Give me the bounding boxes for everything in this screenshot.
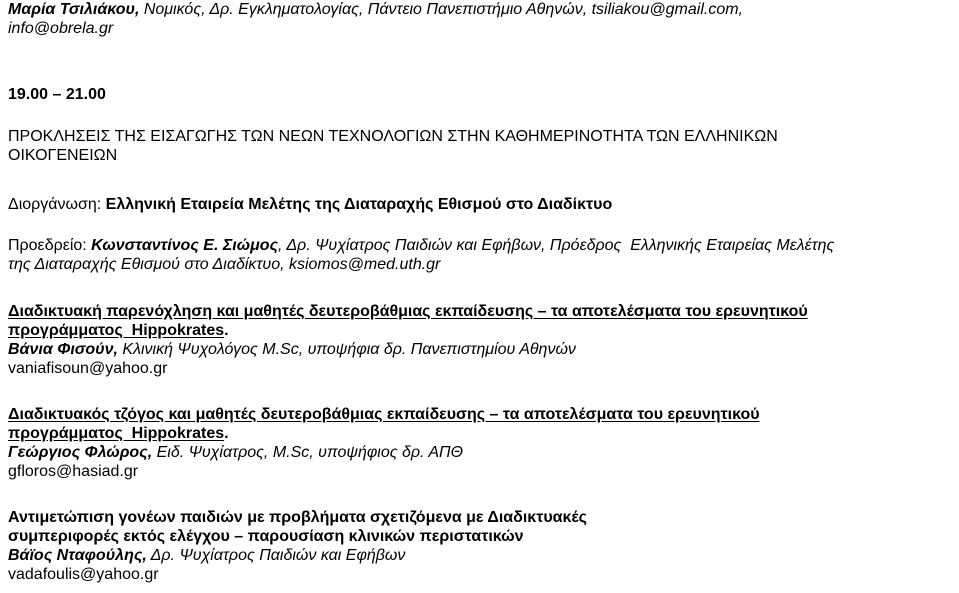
talk-3-speaker: Βάϊος Νταφούλης, — [8, 547, 147, 564]
session-time: 19.00 – 21.00 — [8, 86, 106, 103]
talk-1-title-line1: Διαδικτυακή παρενόχληση και μαθητές δευτεροβάθμιας εκπαίδευσης – τα αποτελέσματα του ερευνητικού — [8, 303, 808, 320]
chair-credentials-line2: της Διαταραχής Εθισμού στο Διαδίκτυο, ksiomos@med.uth.gr — [8, 256, 441, 273]
chair-label: Προεδρείο: — [8, 237, 92, 254]
organizer-name: Ελληνική Εταιρεία Μελέτης της Διαταραχής Εθισμού στο Διαδίκτυο — [105, 196, 613, 213]
talk-1 — [8, 302, 948, 378]
chair-credentials: , Δρ. Ψυχίατρος Παιδιών και Εφήβων, Πρόεδρος Ελληνικής Εταιρείας Μελέτης — [278, 237, 835, 254]
session-organizer — [8, 195, 948, 214]
talk-2-speaker-credentials: Ειδ. Ψυχίατρος, M.Sc, υποψήφιος δρ. ΑΠΘ — [152, 444, 464, 461]
talk-1-title-end: . — [224, 322, 229, 339]
top-speaker-entry — [8, 0, 948, 38]
talk-1-title-line2: προγράμματος Hippokrates — [8, 322, 225, 339]
chair-name: Κωνσταντίνος Ε. Σιώμος — [91, 237, 279, 254]
talk-2-speaker: Γεώργιος Φλώρος, — [8, 444, 153, 461]
session-title-line1: ΠΡΟΚΛΗΣΕΙΣ ΤΗΣ ΕΙΣΑΓΩΓΗΣ ΤΩΝ ΝΕΩΝ ΤΕΧΝΟΛΟΓΙΩΝ ΣΤΗΝ ΚΑΘΗΜΕΡΙΝΟΤΗΤΑ ΤΩΝ ΕΛΛΗΝΙΚΩΝ — [8, 128, 778, 145]
talk-3 — [8, 508, 948, 584]
talk-3-speaker-credentials: Δρ. Ψυχίατρος Παιδιών και Εφήβων — [146, 547, 406, 564]
organizer-label: Διοργάνωση: — [8, 196, 106, 213]
talk-3-title-line2: συμπεριφορές εκτός ελέγχου – παρουσίαση κλινικών περιστατικών — [8, 528, 524, 545]
top-speaker-email: info@obrela.gr — [8, 20, 114, 37]
session-title — [8, 127, 948, 165]
talk-1-email: vaniafisoun@yahoo.gr — [8, 360, 168, 377]
talk-2-title-end: . — [224, 425, 229, 442]
talk-2-title-line2: προγράμματος Hippokrates — [8, 425, 225, 442]
session-chair — [8, 236, 948, 274]
talk-1-speaker: Βάνια Φισούν, — [8, 341, 118, 358]
session-title-line2: ΟΙΚΟΓΕΝΕΙΩΝ — [8, 147, 118, 164]
talk-3-title-line1: Αντιμετώπιση γονέων παιδιών με προβλήματα σχετιζόμενα με Διαδικτυακές — [8, 509, 587, 526]
talk-2-title-line1: Διαδικτυακός τζόγος και μαθητές δευτεροβάθμιας εκπαίδευσης – τα αποτελέσματα του ερευνητικού — [8, 406, 760, 423]
top-speaker-name: Μαρία Τσιλιάκου, — [8, 1, 140, 18]
talk-2 — [8, 405, 948, 481]
talk-1-speaker-credentials: Κλινική Ψυχολόγος M.Sc, υποψήφια δρ. Πανεπιστημίου Αθηνών — [117, 341, 576, 358]
talk-3-email: vadafoulis@yahoo.gr — [8, 566, 159, 583]
talk-2-email: gfloros@hasiad.gr — [8, 463, 139, 480]
top-speaker-credentials: Νομικός, Δρ. Εγκληματολογίας, Πάντειο Πανεπιστήμιο Αθηνών, tsiliakou@gmail.com, — [139, 1, 743, 18]
